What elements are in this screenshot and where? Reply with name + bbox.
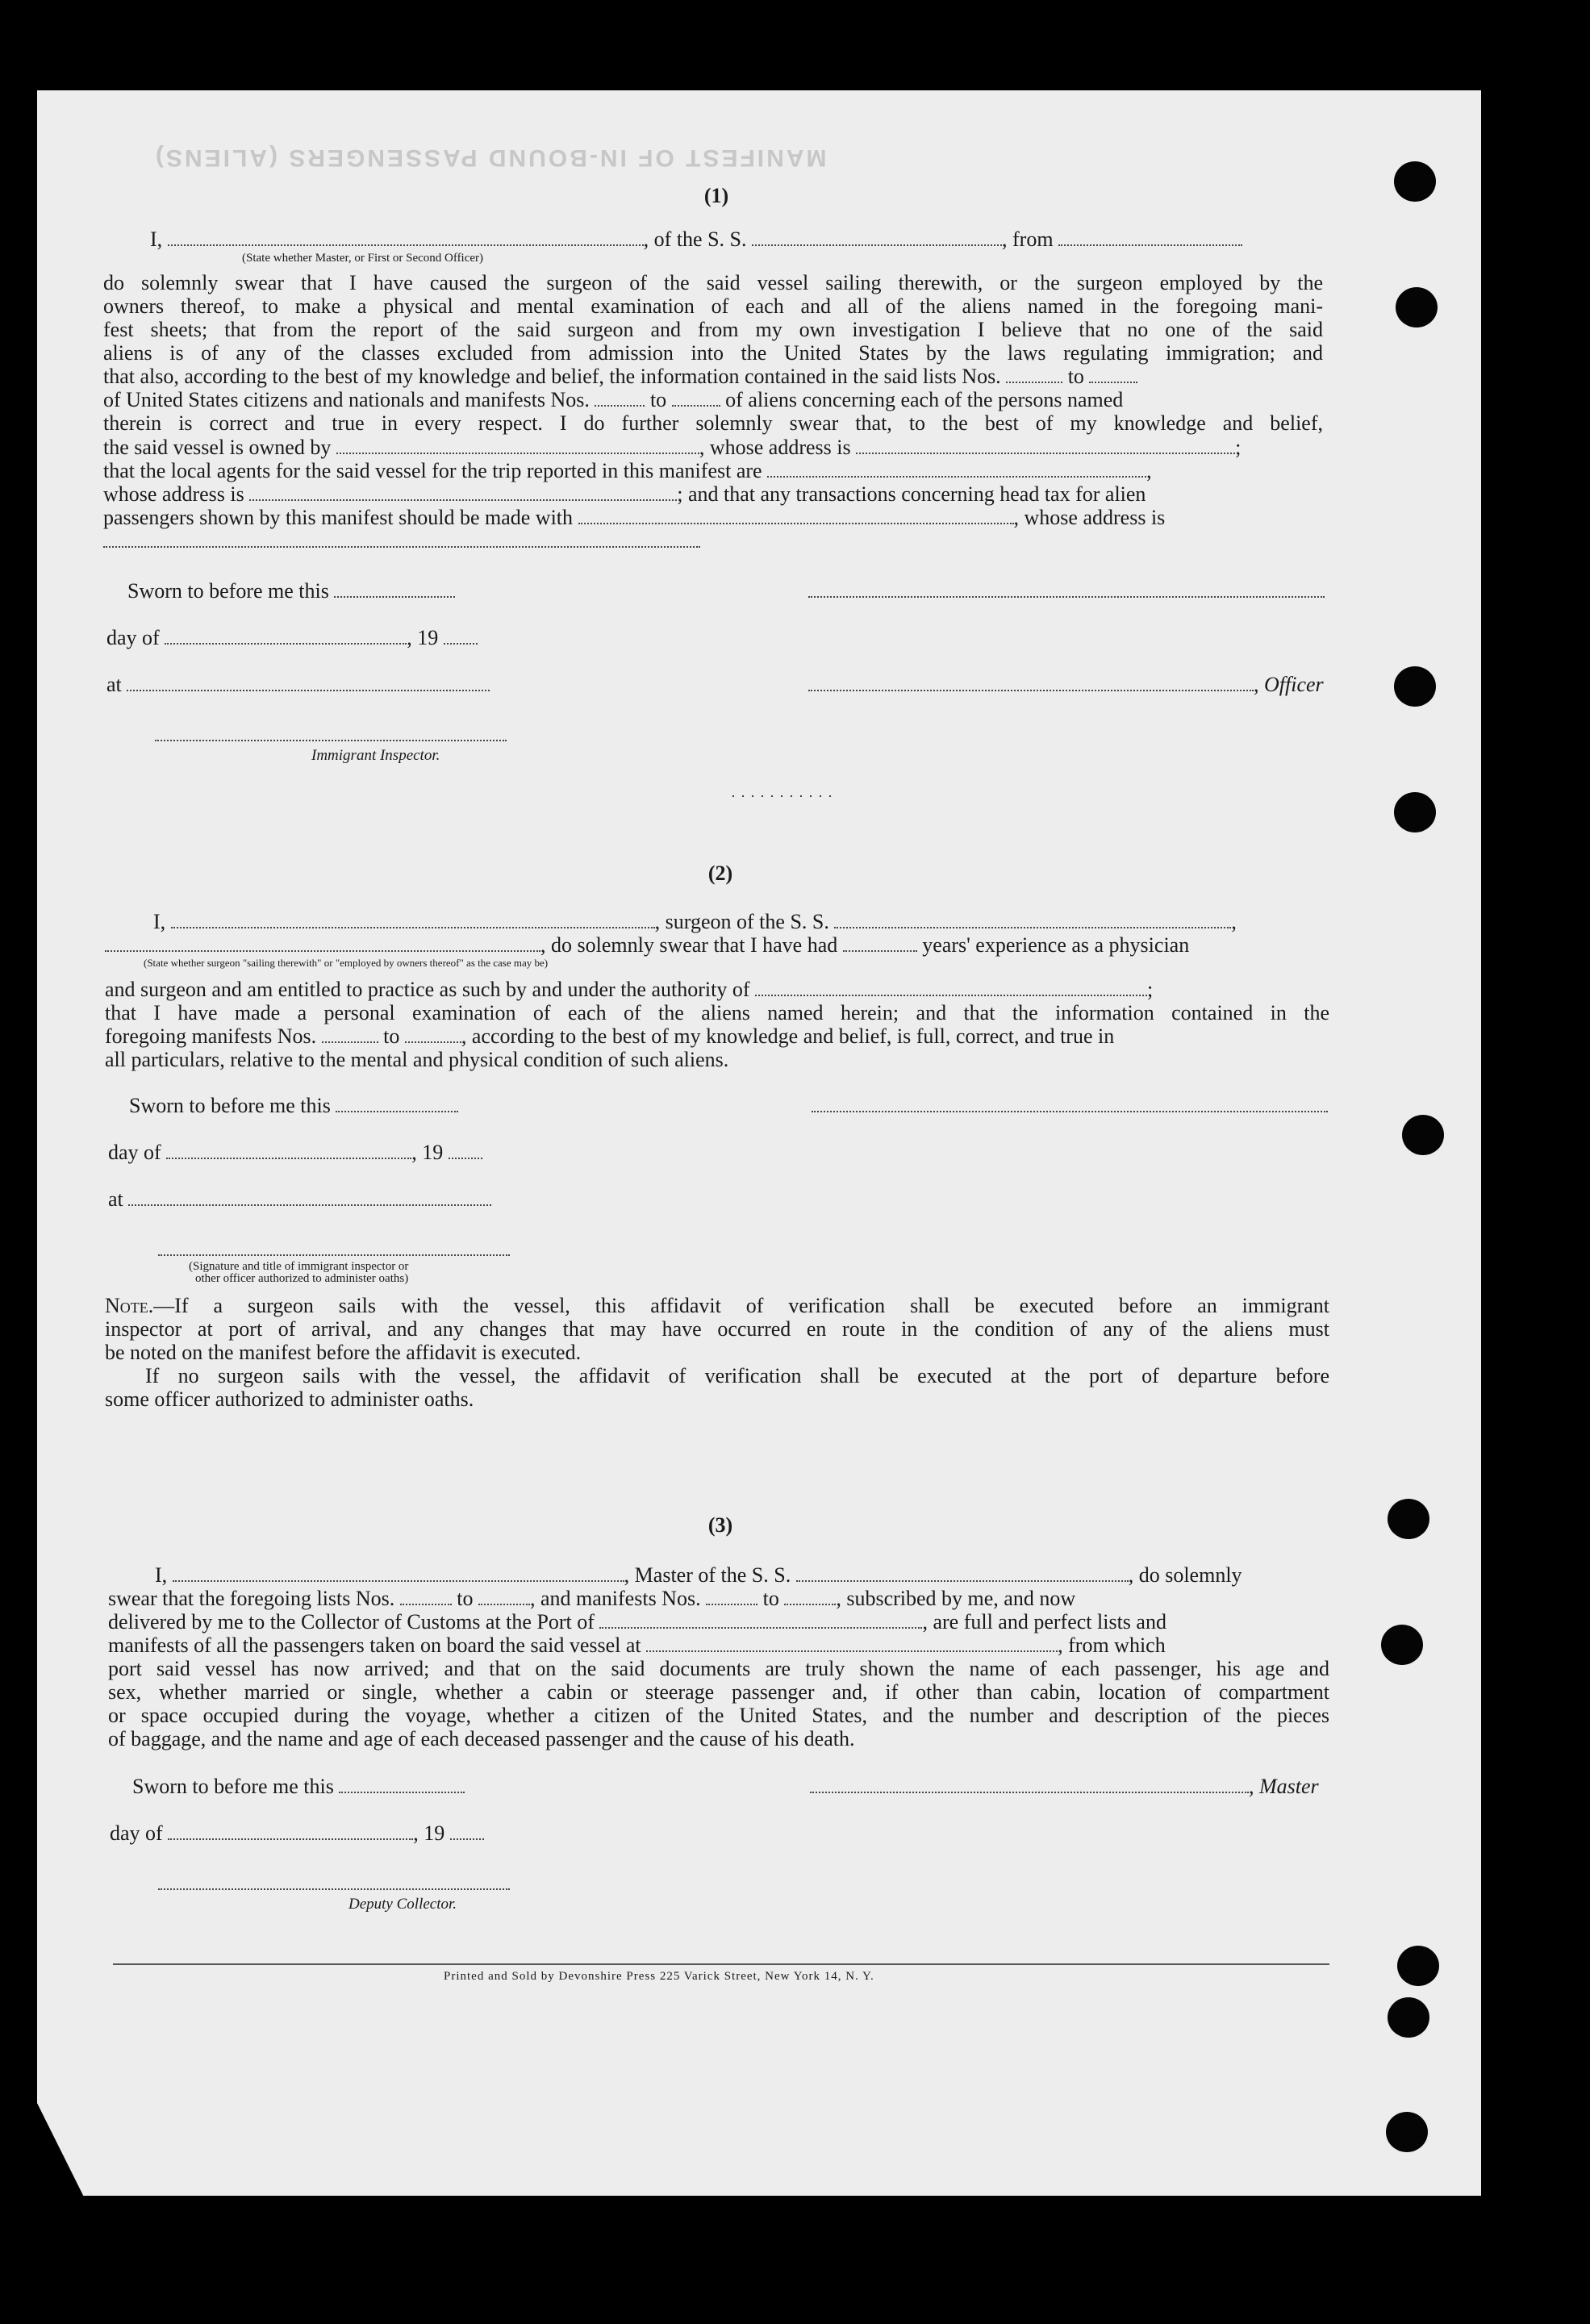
s3-year-text: , 19 <box>413 1821 445 1845</box>
blank-s2-place[interactable] <box>128 1190 491 1206</box>
blank-headtax-party[interactable] <box>578 508 1014 524</box>
s1-signature-line[interactable] <box>808 579 1325 603</box>
s1-body-line-5 <box>103 365 1137 389</box>
s2-note-label: Note. <box>105 1294 154 1317</box>
s2-day-line <box>108 1141 482 1165</box>
s3-l2-to-2: to <box>762 1587 779 1610</box>
s1-l6-end: of aliens concerning each of the persons named <box>725 388 1124 411</box>
printer-imprint: Printed and Sold by Devonshire Press 225 Varick Street, New York 14, N. Y. <box>444 1970 874 1983</box>
footer-rule <box>113 1963 1329 1965</box>
s1-body-line: therein is correct and true in every respect. I do further solemnly swear that, to the best of my knowledge and belief, <box>103 411 1323 435</box>
s3-l1-ship: , Master of the S. S. <box>624 1563 791 1587</box>
s3-collector-label: Deputy Collector. <box>348 1896 457 1913</box>
s2-line-3 <box>105 978 1153 1002</box>
blank-s2-month[interactable] <box>166 1143 411 1159</box>
s1-headtax-text: ; and that any transactions concerning head tax for alien <box>677 482 1146 506</box>
binder-hole <box>1397 1946 1439 1986</box>
binder-hole <box>1381 1625 1423 1665</box>
section-1-heading: (1) <box>703 184 729 207</box>
blank-s1-sworn-date[interactable] <box>334 582 455 598</box>
s3-line-8: of baggage, and the name and age of each deceased passenger and the cause of his death. <box>108 1727 855 1750</box>
blank-master-name[interactable] <box>173 1566 624 1582</box>
s2-l5-text: foregoing manifests Nos. <box>105 1024 317 1048</box>
blank-boarding-port[interactable] <box>646 1636 1058 1652</box>
blank-headtax-address[interactable] <box>103 532 700 548</box>
s2-inspector-blank <box>158 1237 510 1262</box>
s2-l5-to: to <box>383 1024 400 1048</box>
s3-l2-text: swear that the foregoing lists Nos. <box>108 1587 395 1610</box>
blank-s1-year[interactable] <box>444 628 478 645</box>
blank-officer-name[interactable] <box>168 230 644 246</box>
blank-immigrant-inspector[interactable] <box>155 725 507 741</box>
s1-line-1 <box>150 227 1242 252</box>
s1-agents-text: that the local agents for the said vessel for the trip reported in this manifest are <box>103 459 762 482</box>
s1-owner-text: the said vessel is owned by <box>103 436 332 459</box>
s3-l1-end: , do solemnly <box>1128 1563 1242 1587</box>
s1-officer-note: (State whether Master, or First or Second Officer) <box>242 252 484 265</box>
s3-day-line <box>110 1821 484 1846</box>
s1-owner-semicolon: ; <box>1235 436 1242 459</box>
s2-at-text: at <box>108 1187 123 1211</box>
s2-line-1 <box>153 910 1237 934</box>
section-divider-dots: ··········· <box>731 788 837 804</box>
blank-manifests-to[interactable] <box>672 390 720 407</box>
s2-note-line-1 <box>105 1294 1329 1318</box>
blank-master-signature[interactable] <box>810 1777 1249 1793</box>
s2-line-2 <box>105 933 1189 958</box>
s2-l1-comma: , <box>1231 910 1237 933</box>
s1-day-text: day of <box>106 626 160 649</box>
s2-l1-text: I, <box>153 910 166 933</box>
bleed-through-stamp: MANIFEST OF IN-BOUND PASSENGERS (ALIENS) <box>153 144 827 171</box>
s3-master-label: Master <box>1259 1775 1319 1798</box>
s1-at-text: at <box>106 673 122 696</box>
s3-collector-blank <box>158 1871 510 1896</box>
section-2-heading: (2) <box>707 862 733 885</box>
s3-line-4 <box>108 1633 1166 1658</box>
blank-s2-year[interactable] <box>449 1143 482 1159</box>
blank-s1-month[interactable] <box>165 628 407 645</box>
s1-sworn-text: Sworn to before me this <box>127 579 329 603</box>
blank-deputy-collector[interactable] <box>158 1874 510 1890</box>
s1-day-line <box>106 626 478 650</box>
blank-authority[interactable] <box>755 980 1147 996</box>
blank-s1-signature[interactable] <box>808 582 1325 598</box>
blank-s3-ship[interactable] <box>796 1566 1129 1582</box>
s3-l1-text: I, <box>155 1563 168 1587</box>
s2-l5-end: , according to the best of my knowledge and belief, is full, correct, and true in <box>461 1024 1115 1048</box>
s2-signature-line <box>812 1094 1328 1118</box>
s3-l2-to-1: to <box>457 1587 474 1610</box>
blank-s3-lists-to[interactable] <box>478 1589 530 1605</box>
binder-hole <box>1388 1997 1429 2038</box>
blank-s2-manifest-from[interactable] <box>322 1027 378 1043</box>
blank-s3-month[interactable] <box>168 1824 413 1840</box>
s1-body-line-6 <box>103 388 1123 412</box>
blank-years-experience[interactable] <box>843 936 917 952</box>
s1-owner-line <box>103 436 1241 460</box>
s1-l6-to: to <box>649 388 667 411</box>
blank-s3-manifests-from[interactable] <box>706 1589 757 1605</box>
s3-l3-text: delivered by me to the Collector of Customs at the Port of <box>108 1610 595 1633</box>
s3-line-5: port said vessel has now arrived; and that on the said documents are truly shown the name of each passenger, his age and <box>108 1657 1329 1680</box>
s3-line-6: sex, whether married or single, whether a cabin or steerage passenger and, if other than cabin, location of compartment <box>108 1680 1329 1704</box>
s3-sworn-text: Sworn to before me this <box>132 1775 334 1798</box>
blank-owner-address[interactable] <box>856 438 1235 454</box>
blank-s1-officer[interactable] <box>808 675 1254 691</box>
s2-line-5 <box>105 1024 1114 1049</box>
s2-note-text-1: —If a surgeon sails with the vessel, this affidavit of verification shall be executed before an immigrant <box>153 1294 1329 1317</box>
blank-ship-name[interactable] <box>752 230 1002 246</box>
s2-l2-text: , do solemnly swear that I have had <box>540 933 838 957</box>
s1-agent-address-text: whose address is <box>103 482 244 506</box>
s3-day-text: day of <box>110 1821 163 1845</box>
s1-officer-label: Officer <box>1264 673 1324 696</box>
s2-sworn-line <box>129 1094 458 1118</box>
s1-officer-line: , Officer <box>808 673 1324 697</box>
s2-at-line <box>108 1187 491 1212</box>
s2-note-line-3: be noted on the manifest before the affidavit is executed. <box>105 1341 582 1364</box>
binder-hole <box>1396 287 1438 328</box>
blank-s3-sworn-date[interactable] <box>339 1777 465 1793</box>
s1-headtax-with-text: passengers shown by this manifest should be made with <box>103 506 574 529</box>
s1-owner-address-text: , whose address is <box>699 436 851 459</box>
blank-surgeon-name[interactable] <box>171 912 655 928</box>
blank-s2-manifest-to[interactable] <box>405 1027 461 1043</box>
s1-l1-ship: , of the S. S. <box>643 227 747 251</box>
s2-l3-semicolon: ; <box>1147 978 1154 1001</box>
s2-year-text: , 19 <box>411 1141 444 1164</box>
blank-s2-sworn-date[interactable] <box>336 1096 458 1112</box>
s1-inspector-label: Immigrant Inspector. <box>311 747 440 764</box>
blank-manifests-from[interactable] <box>595 390 645 407</box>
s2-sig-note-1: (Signature and title of immigrant inspector or <box>189 1260 409 1273</box>
s3-l3-end: , are full and perfect lists and <box>922 1610 1166 1633</box>
s2-sig-note-2: other officer authorized to administer oaths) <box>195 1272 409 1285</box>
blank-s3-lists-from[interactable] <box>400 1589 452 1605</box>
s1-agents-line <box>103 459 1152 483</box>
s1-l5-text: that also, according to the best of my knowledge and belief, the information contained in the said lists Nos. <box>103 365 1001 388</box>
s2-l3-text: and surgeon and am entitled to practice as such by and under the authority of <box>105 978 750 1001</box>
s1-l5-to: to <box>1067 365 1084 388</box>
s1-final-blank-line <box>103 529 700 553</box>
blank-s3-manifests-to[interactable] <box>784 1589 836 1605</box>
blank-local-agents[interactable] <box>767 461 1146 478</box>
s3-master-line: , Master <box>810 1775 1319 1799</box>
s3-line-1 <box>155 1563 1242 1588</box>
blank-s3-year[interactable] <box>450 1824 484 1840</box>
s2-sworn-text: Sworn to before me this <box>129 1094 331 1117</box>
s2-line-6: all particulars, relative to the mental and physical condition of such aliens. <box>105 1048 729 1071</box>
s2-l2-physician: years' experience as a physician <box>922 933 1190 957</box>
blank-s2-inspector[interactable] <box>158 1240 510 1256</box>
s2-note-line-5: some officer authorized to administer oaths. <box>105 1387 474 1411</box>
s2-l1-ship: , surgeon of the S. S. <box>654 910 829 933</box>
s1-l1-from: , from <box>1002 227 1054 251</box>
blank-from-port[interactable] <box>1058 230 1242 246</box>
blank-agent-address[interactable] <box>249 485 677 501</box>
blank-owner[interactable] <box>336 438 699 454</box>
blank-s2-ship[interactable] <box>834 912 1231 928</box>
blank-s1-place[interactable] <box>127 675 490 691</box>
s2-day-text: day of <box>108 1141 161 1164</box>
blank-customs-port[interactable] <box>599 1613 922 1629</box>
blank-surgeon-status[interactable] <box>105 936 540 952</box>
s1-body-line: owners thereof, to make a physical and mental examination of each and all of the aliens named in the foregoing mani- <box>103 294 1323 318</box>
s3-l2-manifests: , and manifests Nos. <box>530 1587 701 1610</box>
s1-body-line: do solemnly swear that I have caused the surgeon of the said vessel sailing therewith, or the surgeon employed by the <box>103 271 1323 294</box>
s1-headtax-line <box>103 506 1165 530</box>
blank-lists-from[interactable] <box>1006 367 1062 383</box>
s2-note-line-4: If no surgeon sails with the vessel, the affidavit of verification shall be executed at the port of departure before <box>145 1364 1329 1387</box>
s3-l2-end: , subscribed by me, and now <box>836 1587 1076 1610</box>
s1-body-line: fest sheets; that from the report of the said surgeon and from my own investigation I believe that no one of the said <box>103 318 1323 341</box>
s1-l6-text: of United States citizens and nationals and manifests Nos. <box>103 388 590 411</box>
s3-line-3 <box>108 1610 1166 1634</box>
binder-hole <box>1394 666 1436 707</box>
s1-at-line <box>106 673 490 697</box>
s1-l1-text: I, <box>150 227 163 251</box>
s3-l4-text: manifests of all the passengers taken on board the said vessel at <box>108 1633 641 1657</box>
s3-line-7: or space occupied during the voyage, whether a citizen of the United States, and the number and description of the pieces <box>108 1704 1329 1727</box>
blank-lists-to[interactable] <box>1089 367 1137 383</box>
binder-hole <box>1394 792 1436 832</box>
binder-hole <box>1386 2112 1428 2152</box>
s1-headtax-address-text: , whose address is <box>1013 506 1166 529</box>
s3-line-2 <box>108 1587 1075 1611</box>
binder-hole <box>1402 1115 1444 1155</box>
s2-status-note: (State whether surgeon "sailing therewith" or "employed by owners thereof" as the case may be) <box>144 957 549 969</box>
blank-s2-signature[interactable] <box>812 1096 1328 1112</box>
s2-line-4: that I have made a personal examination of each of the aliens named herein; and that the information contained in the <box>105 1001 1329 1024</box>
s1-year-text: , 19 <box>407 626 439 649</box>
s1-body-line: aliens is of any of the classes excluded from admission into the United States by the laws regulating immigration; and <box>103 341 1323 365</box>
s3-l4-end: , from which <box>1058 1633 1166 1657</box>
s1-agent-address-line <box>103 482 1146 507</box>
section-3-heading: (3) <box>707 1513 733 1537</box>
s1-agents-comma: , <box>1146 459 1152 482</box>
s3-sworn-line <box>132 1775 465 1799</box>
s2-note-line-2: inspector at port of arrival, and any changes that may have occurred en route in the condition of any of the aliens must <box>105 1317 1329 1341</box>
s1-sworn-line <box>127 579 455 603</box>
